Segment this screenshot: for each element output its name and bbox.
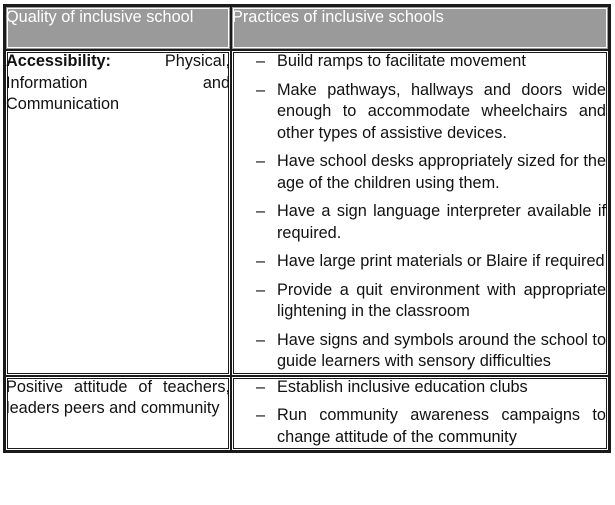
dash-bullet: –: [256, 52, 266, 70]
practice-text: Provide a quit environment with appropriate lightening in the classroom: [277, 280, 606, 320]
practices-list: [232, 377, 608, 449]
list-item: [232, 330, 608, 373]
list-item: [232, 201, 608, 244]
quality-label-rest: Physical, Information and Communication: [6, 52, 230, 113]
dash-bullet: –: [256, 152, 266, 170]
practice-text: Have a sign language interpreter available if required.: [277, 202, 606, 242]
quality-cell-accessibility: [5, 50, 231, 376]
practices-cell-accessibility: [231, 50, 609, 376]
list-item: [232, 251, 608, 273]
practice-text: Build ramps to facilitate movement: [277, 52, 526, 70]
dash-bullet: –: [256, 252, 266, 270]
practice-text: Run community awareness campaigns to change attitude of the community: [277, 406, 606, 446]
list-item: [232, 151, 608, 194]
table-row: [5, 50, 609, 376]
practice-text: Have large print materials or Blaire if required: [277, 252, 605, 270]
practices-list: [232, 51, 608, 373]
dash-bullet: –: [256, 80, 266, 99]
list-item: [232, 377, 608, 399]
list-item: [232, 51, 608, 73]
dash-bullet: –: [256, 330, 266, 349]
quality-label-bold: Accessibility:: [6, 52, 111, 70]
inclusive-schools-table: [3, 4, 611, 453]
table-row: [5, 376, 609, 452]
list-item: [232, 80, 608, 145]
header-quality: Quality of inclusive school: [5, 6, 231, 50]
list-item: [232, 280, 608, 323]
practice-text: Have signs and symbols around the school to guide learners with sensory difficulties: [277, 330, 606, 370]
practices-cell-attitude: [231, 376, 609, 452]
header-row: [5, 6, 609, 50]
list-item: [232, 405, 608, 448]
practice-text: Make pathways, hallways and doors wide enough to accommodate wheelchairs and other types of assistive devices.: [277, 80, 606, 142]
dash-bullet: –: [256, 280, 266, 299]
dash-bullet: –: [256, 377, 266, 396]
practice-text: Establish inclusive education clubs: [277, 377, 528, 396]
dash-bullet: –: [256, 406, 266, 424]
dash-bullet: –: [256, 202, 266, 220]
practice-text: Have school desks appropriately sized for the age of the children using them.: [277, 152, 606, 192]
quality-cell-attitude: Positive attitude of teachers, leaders peers and community: [5, 376, 231, 452]
header-practices: Practices of inclusive schools: [231, 6, 609, 50]
